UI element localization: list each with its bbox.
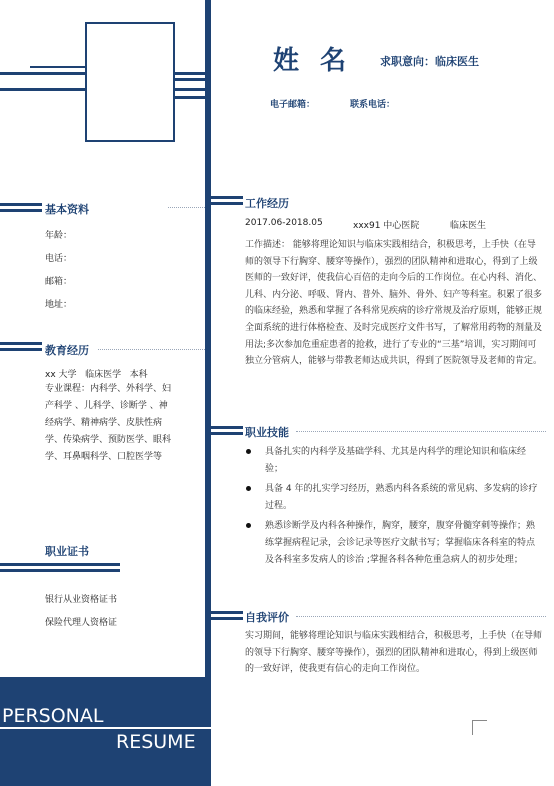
certificate-item-1: 银行从业资格证书 [45,595,118,605]
skill-item: 熟悉诊断学及内科各种操作，胸穿，腰穿，腹穿骨髓穿刺等操作；熟练掌握病程记录，会诊记录等医疗文献书写；掌握临床各科室的特点及各科室多发病人的诊治 ;掌握各科各种危重急病人的初步处理； [243,518,543,568]
education-courses: 专业课程：内科学、外科学、妇产科学 、儿科学、诊断学 、神经病学、精神病学、皮肤性病学、传染病学、预防医学、眼科学、耳鼻咽科学、口腔医学等 [45,384,172,462]
work-company: xxx91 中心医院 [353,221,420,231]
skills-divider [296,431,546,432]
certificates-bar-1 [0,563,120,566]
header-bar-right-2 [175,96,205,99]
candidate-name: 姓 名 [273,46,353,76]
email-label: 电子邮箱： [270,100,316,110]
evaluation-divider [296,616,546,617]
job-intent [380,53,479,69]
work-description: 工作描述： 能够将理论知识与临床实践相结合，积极思考，上手快（在导师的领导下行胸穿、腰穿等操作），强烈的团队精神和进取心，得到了上级医师的一致好评，使我信心百倍的走向今后的工作岗位。在心内科、消化、儿科、内分泌、呼吸、肾内、普外、脑外、骨外、妇产等科室。积累了很多的临床经验，熟悉和掌握了各科常见疾病的诊疗常规及治疗原则，能够正规全面系统的进行体格检查、及时完成医疗文件书写，了解常用药物的剂量及用法;多次参加危重症患者的抢救，进行了专业的“三基”培训，实习期间可独立分管病人，能够与带教老师达成共识，得到了医院领导及老师的肯定。 [245,240,543,367]
job-intent-value: 临床医生 [435,55,479,68]
skill-item: 具备扎实的内科学及基础学科、尤其是内科学的理论知识和临床经验； [243,444,543,477]
education-divider [98,349,205,350]
education-bar-1 [0,342,42,345]
field-email: 邮箱： [45,277,73,287]
skills-list [243,444,543,572]
work-bar-1 [211,196,243,199]
basic-info-bar-1 [0,203,42,206]
work-title: 工作经历 [245,197,289,210]
education-bar-2 [0,348,42,351]
evaluation-title: 自我评价 [245,611,289,624]
banner-resume: RESUME [116,731,196,753]
skills-title: 职业技能 [245,426,289,439]
work-divider-left [168,207,205,208]
certificates-title: 职业证书 [45,545,89,558]
job-intent-label: 求职意向： [380,55,435,68]
evaluation-bar-2 [211,617,243,620]
field-age: 年龄： [45,231,73,241]
banner-white-stripe [0,727,211,729]
basic-info-bar-2 [0,209,42,212]
banner-personal: PERSONAL [2,705,104,727]
work-position: 临床医生 [450,221,487,231]
education-school-major: xx 大学 临床医学 本科 [45,370,148,380]
phone-label: 联系电话： [350,100,396,110]
work-bar-2 [211,202,243,205]
education-title: 教育经历 [45,344,89,357]
skills-bar-2 [211,432,243,435]
basic-info-title: 基本资料 [45,203,89,216]
certificate-item-2: 保险代理人资格证 [45,618,118,628]
field-address: 地址： [45,300,73,310]
photo-placeholder [85,22,175,142]
header-bar-right-1 [175,78,205,81]
evaluation-text: 实习期间，能够将理论知识与临床实践相结合，积极思考，上手快（在导师的领导下行胸穿、腰穿等操作），强烈的团队精神和进取心，得到上级医师的一致好评，使我更有信心的走向工作岗位。 [245,631,543,675]
certificates-bar-2 [0,569,120,572]
skill-item: 具备 4 年的扎实学习经历，熟悉内科各系统的常见病、多发病的诊疗过程。 [243,481,543,514]
skills-bar-1 [211,426,243,429]
vertical-spine [205,0,211,786]
corner-mark [472,720,487,735]
header-bar-thin [30,66,85,68]
work-period: 2017.06-2018.05 [245,218,323,228]
evaluation-bar-1 [211,611,243,614]
field-phone: 电话： [45,254,73,264]
